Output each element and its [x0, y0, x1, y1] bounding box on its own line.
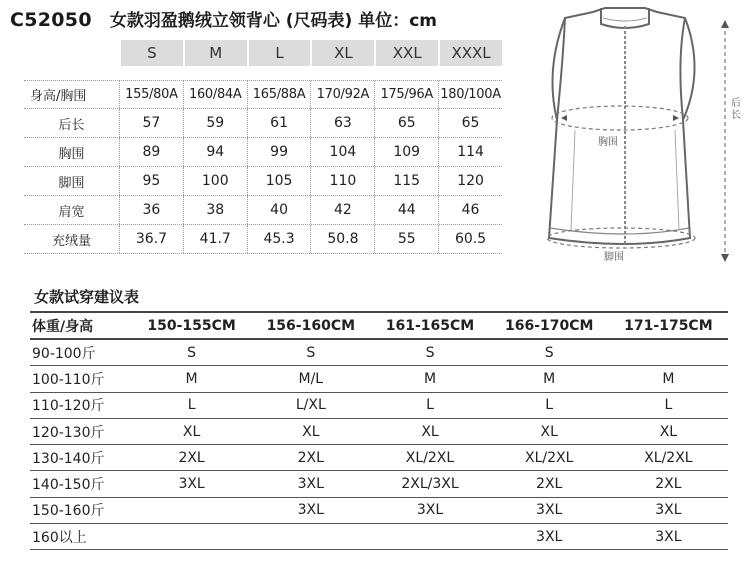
size-row-back-length — [24, 109, 502, 138]
fit-cell: L — [545, 397, 554, 414]
size-cell: 180/100A — [438, 81, 502, 108]
fit-cell: L — [664, 397, 673, 414]
fit-cell: 3XL — [655, 528, 682, 545]
size-header-cell: S — [119, 40, 183, 66]
fit-cell: 3XL — [297, 502, 324, 519]
fit-header-cell: 150-155CM — [147, 317, 236, 334]
size-cell: 170/92A — [310, 81, 374, 108]
size-cell: 63 — [310, 109, 374, 137]
fit-cell: M — [662, 370, 675, 387]
fit-recommendation-table — [30, 311, 728, 550]
size-cell: 160/84A — [183, 81, 247, 108]
size-cell: 61 — [247, 109, 311, 137]
fit-row — [30, 471, 728, 497]
fit-row — [30, 366, 728, 392]
fit-cell: M/L — [298, 370, 324, 387]
title-text: 女款羽盈鹅绒立领背心 (尺码表) 单位：cm — [109, 11, 438, 31]
size-cell: 104 — [310, 138, 374, 166]
size-cell: 99 — [247, 138, 311, 166]
row-label: 身高/胸围 — [30, 89, 87, 104]
size-row-height-chest — [24, 80, 502, 109]
fit-header-row — [30, 313, 728, 340]
size-cell: 42 — [310, 196, 374, 224]
fit-cell: L — [426, 397, 434, 414]
size-cell: 175/96A — [374, 81, 438, 108]
size-header-cell: L — [247, 40, 311, 66]
size-header-row — [24, 40, 502, 66]
row-label: 充绒量 — [51, 233, 91, 249]
fit-cell: S — [425, 344, 435, 361]
fit-cell: XL/2XL — [405, 449, 455, 466]
vest-illustration — [505, 0, 750, 268]
size-cell: 94 — [183, 138, 247, 166]
size-cell: 165/88A — [247, 81, 311, 108]
fit-cell: 3XL — [536, 502, 563, 519]
fit-weight-label: 140-150斤 — [32, 477, 105, 494]
fit-cell: 3XL — [178, 476, 205, 493]
size-cell: 95 — [119, 167, 183, 195]
fit-cell: XL — [421, 423, 439, 440]
fit-cell: S — [306, 344, 316, 361]
size-cell: 36 — [119, 196, 183, 224]
vest-diagram — [505, 0, 750, 268]
size-cell: 65 — [438, 109, 502, 137]
fit-cell — [132, 498, 251, 523]
fit-cell: M — [423, 370, 437, 387]
fit-weight-label: 120-130斤 — [32, 424, 105, 441]
fit-weight-label: 160以上 — [32, 529, 87, 546]
fit-weight-label: 100-110斤 — [32, 371, 105, 388]
fit-cell: L — [187, 397, 196, 414]
fit-cell: 2XL — [536, 476, 563, 493]
size-row-chest — [24, 138, 502, 167]
fit-cell: XL/2XL — [525, 449, 574, 466]
size-cell: 55 — [374, 225, 438, 253]
fit-cell: 2XL/3XL — [401, 476, 459, 493]
fit-row — [30, 419, 728, 445]
fit-cell: XL — [540, 423, 558, 440]
fit-row — [30, 445, 728, 471]
size-cell: 36.7 — [119, 225, 183, 253]
fit-cell: XL — [182, 423, 201, 440]
hem-label: 脚围 — [604, 252, 624, 263]
fit-cell — [132, 524, 251, 549]
page-title — [10, 6, 437, 36]
size-cell: 60.5 — [438, 225, 502, 253]
fit-weight-label: 110-120斤 — [32, 398, 105, 415]
fit-cell: XL — [302, 423, 320, 440]
fit-cell: 3XL — [655, 502, 682, 519]
fit-cell: 3XL — [297, 476, 324, 493]
size-cell: 45.3 — [247, 225, 311, 253]
fit-row — [30, 498, 728, 524]
fit-table-title: 女款试穿建议表 — [34, 288, 140, 306]
size-header-cell: XXL — [374, 40, 438, 66]
size-header-corner — [24, 40, 119, 66]
fit-cell: 2XL — [178, 449, 205, 466]
size-cell: 115 — [374, 167, 438, 195]
fit-cell: 2XL — [655, 476, 682, 493]
fit-cell: L/XL — [295, 397, 326, 414]
product-code: C52050 — [10, 9, 92, 31]
fit-weight-label: 130-140斤 — [32, 450, 105, 467]
size-cell: 41.7 — [183, 225, 247, 253]
fit-row — [30, 524, 728, 550]
fit-cell: 3XL — [416, 502, 444, 519]
fit-row — [30, 340, 728, 366]
size-row-shoulder — [24, 196, 502, 225]
chest-label: 胸围 — [598, 137, 618, 148]
fit-cell: S — [187, 344, 197, 361]
size-header-cell: M — [183, 40, 247, 66]
fit-cell: XL — [659, 423, 678, 440]
fit-header-cell: 166-170CM — [504, 317, 594, 334]
size-cell: 57 — [119, 109, 183, 137]
size-chart-table — [24, 40, 502, 254]
size-cell: 110 — [310, 167, 374, 195]
size-cell: 89 — [119, 138, 183, 166]
fit-weight-label: 150-160斤 — [32, 503, 105, 520]
fit-cell: 3XL — [536, 528, 563, 545]
row-label: 脚围 — [58, 175, 85, 191]
size-cell: 120 — [438, 167, 502, 195]
fit-cell — [370, 524, 489, 549]
fit-cell — [609, 340, 728, 365]
size-cell: 59 — [183, 109, 247, 137]
size-row-fill-weight — [24, 225, 502, 254]
row-label: 后长 — [58, 117, 85, 133]
fit-cell: M — [185, 370, 198, 387]
size-cell: 50.8 — [310, 225, 374, 253]
size-row-hem — [24, 167, 502, 196]
size-cell: 109 — [374, 138, 438, 166]
fit-cell — [251, 524, 370, 549]
size-header-cell: XL — [310, 40, 374, 66]
size-cell: 100 — [183, 167, 247, 195]
size-cell: 155/80A — [119, 81, 183, 108]
row-label: 胸围 — [58, 146, 85, 162]
size-cell: 38 — [183, 196, 247, 224]
row-label: 肩宽 — [58, 204, 85, 220]
fit-header-cell: 171-175CM — [624, 317, 713, 334]
fit-cell: 2XL — [297, 449, 324, 466]
fit-header-cell: 161-165CM — [385, 317, 475, 334]
back-length-label: 后长 — [731, 98, 741, 121]
fit-weight-label: 90-100斤 — [32, 345, 96, 362]
size-cell: 44 — [374, 196, 438, 224]
fit-cell: XL/2XL — [644, 449, 693, 466]
fit-row — [30, 393, 728, 419]
size-cell: 65 — [374, 109, 438, 137]
fit-header-cell: 体重/身高 — [32, 318, 94, 335]
size-cell: 105 — [247, 167, 311, 195]
size-header-cell: XXXL — [438, 40, 502, 66]
fit-cell: M — [543, 370, 556, 387]
fit-cell: S — [544, 344, 554, 361]
fit-header-cell: 156-160CM — [266, 317, 356, 334]
size-cell: 114 — [438, 138, 502, 166]
size-cell: 40 — [247, 196, 311, 224]
size-cell: 46 — [438, 196, 502, 224]
vest-armhole-right — [683, 18, 695, 120]
